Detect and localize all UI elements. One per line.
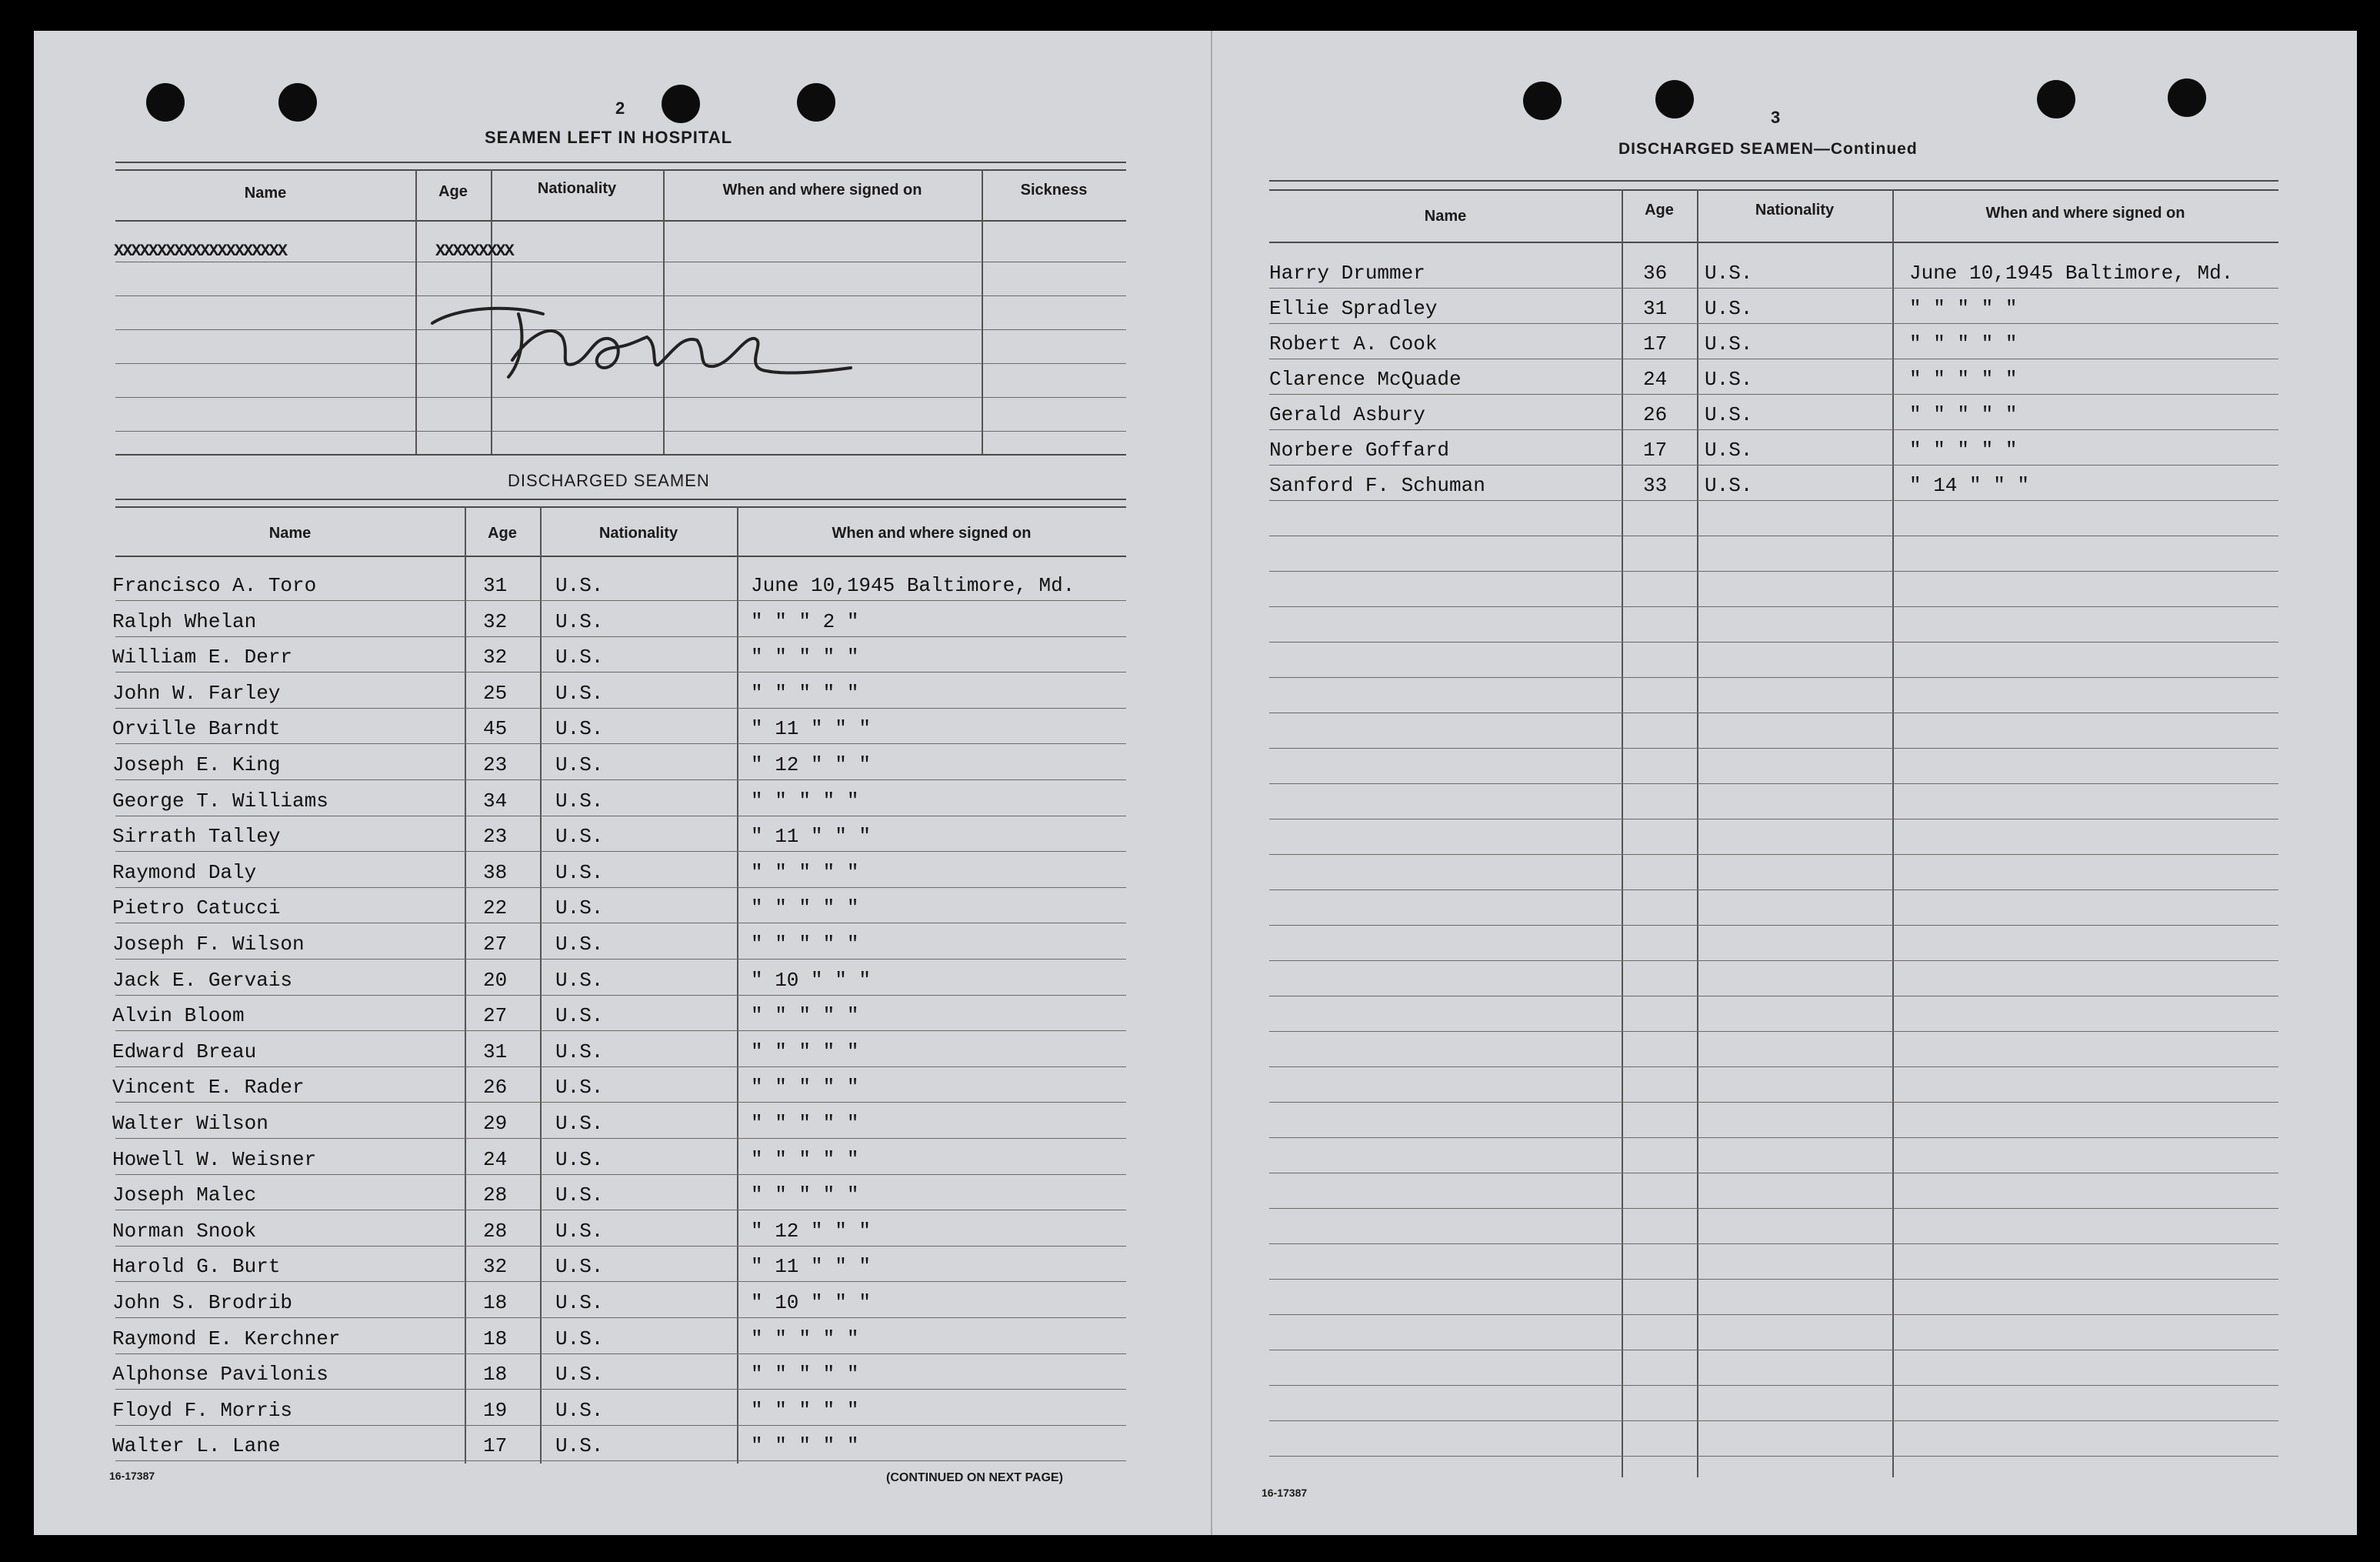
seaman-name: Joseph Malec xyxy=(112,1183,257,1207)
seaman-age: 27 xyxy=(483,933,508,956)
seaman-signed-on: " " " " " xyxy=(751,646,859,669)
seaman-nationality: U.S. xyxy=(555,1112,604,1135)
seaman-name: Walter Wilson xyxy=(112,1112,268,1135)
seaman-age: 31 xyxy=(1643,297,1668,320)
seaman-age: 19 xyxy=(483,1398,508,1422)
seaman-nationality: U.S. xyxy=(555,1363,604,1387)
seaman-signed-on: " 11 " " " xyxy=(751,825,872,849)
seaman-name: Robert A. Cook xyxy=(1269,332,1438,355)
seaman-age: 28 xyxy=(483,1183,508,1207)
seaman-nationality: U.S. xyxy=(1705,439,1753,462)
seaman-age: 33 xyxy=(1643,474,1668,497)
punch-hole xyxy=(797,83,835,122)
seaman-name: Orville Barndt xyxy=(112,717,281,741)
struck-age: XXXXXXXXX xyxy=(435,242,513,261)
seaman-signed-on: " " " " " xyxy=(751,933,859,956)
seaman-name: Francisco A. Toro xyxy=(112,574,317,597)
seaman-signed-on: " " " " " xyxy=(751,1434,859,1458)
seaman-name: Clarence McQuade xyxy=(1269,368,1462,391)
seaman-nationality: U.S. xyxy=(555,753,604,776)
seaman-signed-on: " " " " " xyxy=(751,1076,859,1100)
hospital-section-title: SEAMEN LEFT IN HOSPITAL xyxy=(485,128,733,147)
seaman-age: 29 xyxy=(483,1112,508,1135)
seaman-nationality: U.S. xyxy=(555,896,604,920)
seaman-age: 38 xyxy=(483,860,508,884)
seaman-name: Joseph F. Wilson xyxy=(112,933,305,956)
seaman-name: George T. Williams xyxy=(112,789,328,813)
seaman-age: 26 xyxy=(1643,403,1668,426)
seaman-nationality: U.S. xyxy=(555,968,604,992)
right-header-name: Name xyxy=(1424,208,1467,225)
right-section-title: DISCHARGED SEAMEN—Continued xyxy=(1618,140,1918,158)
hospital-header-signed: When and where signed on xyxy=(722,182,922,199)
right-header-age: Age xyxy=(1645,202,1674,219)
seaman-age: 23 xyxy=(483,825,508,849)
seaman-nationality: U.S. xyxy=(555,789,604,813)
seaman-nationality: U.S. xyxy=(1705,297,1753,320)
seaman-name: Harold G. Burt xyxy=(112,1255,281,1279)
form-number-left: 16-17387 xyxy=(109,1470,155,1482)
punch-hole xyxy=(2168,78,2206,117)
seaman-nationality: U.S. xyxy=(1705,368,1753,391)
discharged-header-age: Age xyxy=(488,525,517,542)
seaman-age: 45 xyxy=(483,717,508,741)
seaman-name: Gerald Asbury xyxy=(1269,403,1425,426)
seaman-signed-on: June 10,1945 Baltimore, Md. xyxy=(751,574,1075,597)
seaman-nationality: U.S. xyxy=(555,646,604,669)
punch-hole xyxy=(278,83,317,122)
seaman-name: Joseph E. King xyxy=(112,753,281,776)
seaman-signed-on: " " " " " xyxy=(1909,439,2018,462)
seaman-name: Raymond Daly xyxy=(112,860,257,884)
seaman-age: 26 xyxy=(483,1076,508,1100)
seaman-name: Jack E. Gervais xyxy=(112,968,293,992)
discharged-section-title: DISCHARGED SEAMEN xyxy=(508,471,710,490)
handwritten-none xyxy=(428,291,858,406)
seaman-name: Edward Breau xyxy=(112,1040,257,1063)
seaman-age: 31 xyxy=(483,574,508,597)
punch-hole xyxy=(146,83,185,122)
seaman-age: 20 xyxy=(483,968,508,992)
punch-hole xyxy=(1523,82,1562,120)
hospital-header-name: Name xyxy=(244,185,287,202)
seaman-nationality: U.S. xyxy=(555,574,604,597)
discharged-header-nationality: Nationality xyxy=(598,525,678,542)
seaman-signed-on: " 12 " " " xyxy=(751,1219,872,1243)
seaman-name: Ralph Whelan xyxy=(112,609,257,633)
seaman-name: John S. Brodrib xyxy=(112,1291,293,1314)
seaman-age: 32 xyxy=(483,646,508,669)
seaman-signed-on: " " " " " xyxy=(751,1363,859,1387)
seaman-signed-on: " " " " " xyxy=(751,789,859,813)
seaman-age: 31 xyxy=(483,1040,508,1063)
seaman-signed-on: " " " " " xyxy=(751,681,859,705)
seaman-name: Raymond E. Kerchner xyxy=(112,1327,341,1350)
seaman-age: 24 xyxy=(483,1147,508,1171)
seaman-age: 17 xyxy=(1643,439,1668,462)
seaman-nationality: U.S. xyxy=(555,1076,604,1100)
seaman-nationality: U.S. xyxy=(555,1040,604,1063)
seaman-signed-on: " 14 " " " xyxy=(1909,474,2030,497)
seaman-nationality: U.S. xyxy=(555,1291,604,1314)
seaman-age: 32 xyxy=(483,1255,508,1279)
seaman-name: Vincent E. Rader xyxy=(112,1076,305,1100)
seaman-signed-on: " " " " " xyxy=(1909,368,2018,391)
seaman-signed-on: " 12 " " " xyxy=(751,753,872,776)
seaman-age: 23 xyxy=(483,753,508,776)
page-number-right: 3 xyxy=(1771,108,1781,127)
seaman-nationality: U.S. xyxy=(555,933,604,956)
punch-hole xyxy=(662,85,700,123)
seaman-age: 32 xyxy=(483,609,508,633)
seaman-signed-on: " " " " " xyxy=(751,860,859,884)
seaman-signed-on: " " " " " xyxy=(751,896,859,920)
seaman-signed-on: " 10 " " " xyxy=(751,1291,872,1314)
seaman-age: 36 xyxy=(1643,262,1668,285)
seaman-nationality: U.S. xyxy=(555,825,604,849)
seaman-name: Sirrath Talley xyxy=(112,825,281,849)
seaman-signed-on: " " " " " xyxy=(751,1398,859,1422)
seaman-age: 22 xyxy=(483,896,508,920)
seaman-name: John W. Farley xyxy=(112,681,281,705)
seaman-name: William E. Derr xyxy=(112,646,293,669)
seaman-nationality: U.S. xyxy=(555,1398,604,1422)
seaman-nationality: U.S. xyxy=(555,609,604,633)
seaman-name: Harry Drummer xyxy=(1269,262,1425,285)
seaman-nationality: U.S. xyxy=(555,1434,604,1458)
seaman-nationality: U.S. xyxy=(555,860,604,884)
seaman-age: 17 xyxy=(483,1434,508,1458)
seaman-signed-on: " " " " " xyxy=(1909,403,2018,426)
page-number-left: 2 xyxy=(615,98,625,118)
seaman-signed-on: " " " 2 " xyxy=(751,609,859,633)
seaman-name: Alphonse Pavilonis xyxy=(112,1363,328,1387)
discharged-header-name: Name xyxy=(268,525,312,542)
seaman-age: 27 xyxy=(483,1004,508,1028)
seaman-nationality: U.S. xyxy=(555,1147,604,1171)
seaman-signed-on: " 10 " " " xyxy=(751,968,872,992)
right-header-nationality: Nationality xyxy=(1755,202,1835,219)
right-header-signed: When and where signed on xyxy=(1985,205,2185,222)
seaman-nationality: U.S. xyxy=(555,717,604,741)
seaman-signed-on: " " " " " xyxy=(751,1183,859,1207)
seaman-signed-on: " " " " " xyxy=(751,1327,859,1350)
seaman-nationality: U.S. xyxy=(1705,474,1753,497)
seaman-signed-on: " " " " " xyxy=(751,1147,859,1171)
seaman-age: 18 xyxy=(483,1291,508,1314)
struck-name: XXXXXXXXXXXXXXXXXXXX xyxy=(114,242,287,261)
seaman-signed-on: " " " " " xyxy=(1909,332,2018,355)
seaman-name: Norbere Goffard xyxy=(1269,439,1450,462)
seaman-nationality: U.S. xyxy=(555,1219,604,1243)
seaman-nationality: U.S. xyxy=(1705,262,1753,285)
seaman-age: 24 xyxy=(1643,368,1668,391)
seaman-nationality: U.S. xyxy=(555,1255,604,1279)
continued-footer: (CONTINUED ON NEXT PAGE) xyxy=(886,1471,1063,1484)
seaman-signed-on: " " " " " xyxy=(751,1112,859,1135)
hospital-header-sickness: Sickness xyxy=(1020,182,1088,199)
form-number-right: 16-17387 xyxy=(1262,1487,1308,1499)
punch-hole xyxy=(1655,80,1694,118)
seaman-name: Ellie Spradley xyxy=(1269,297,1438,320)
seaman-nationality: U.S. xyxy=(1705,403,1753,426)
seaman-signed-on: " " " " " xyxy=(751,1040,859,1063)
seaman-name: Howell W. Weisner xyxy=(112,1147,317,1171)
seaman-signed-on: " 11 " " " xyxy=(751,717,872,741)
hospital-header-age: Age xyxy=(438,183,468,200)
seaman-age: 17 xyxy=(1643,332,1668,355)
hospital-header-nationality: Nationality xyxy=(537,180,617,197)
seaman-nationality: U.S. xyxy=(555,1183,604,1207)
seaman-name: Norman Snook xyxy=(112,1219,257,1243)
seaman-age: 18 xyxy=(483,1327,508,1350)
punch-hole xyxy=(2037,80,2075,118)
seaman-name: Sanford F. Schuman xyxy=(1269,474,1485,497)
seaman-signed-on: " " " " " xyxy=(751,1004,859,1028)
seaman-age: 34 xyxy=(483,789,508,813)
seaman-name: Walter L. Lane xyxy=(112,1434,281,1458)
discharged-header-signed: When and where signed on xyxy=(832,525,1032,542)
seaman-signed-on: " " " " " xyxy=(1909,297,2018,320)
seaman-signed-on: " 11 " " " xyxy=(751,1255,872,1279)
seaman-signed-on: June 10,1945 Baltimore, Md. xyxy=(1909,262,2234,285)
seaman-name: Alvin Bloom xyxy=(112,1004,245,1028)
seaman-nationality: U.S. xyxy=(555,681,604,705)
seaman-age: 25 xyxy=(483,681,508,705)
seaman-name: Pietro Catucci xyxy=(112,896,281,920)
seaman-age: 18 xyxy=(483,1363,508,1387)
seaman-age: 28 xyxy=(483,1219,508,1243)
seaman-nationality: U.S. xyxy=(555,1004,604,1028)
seaman-nationality: U.S. xyxy=(1705,332,1753,355)
seaman-nationality: U.S. xyxy=(555,1327,604,1350)
seaman-name: Floyd F. Morris xyxy=(112,1398,293,1422)
